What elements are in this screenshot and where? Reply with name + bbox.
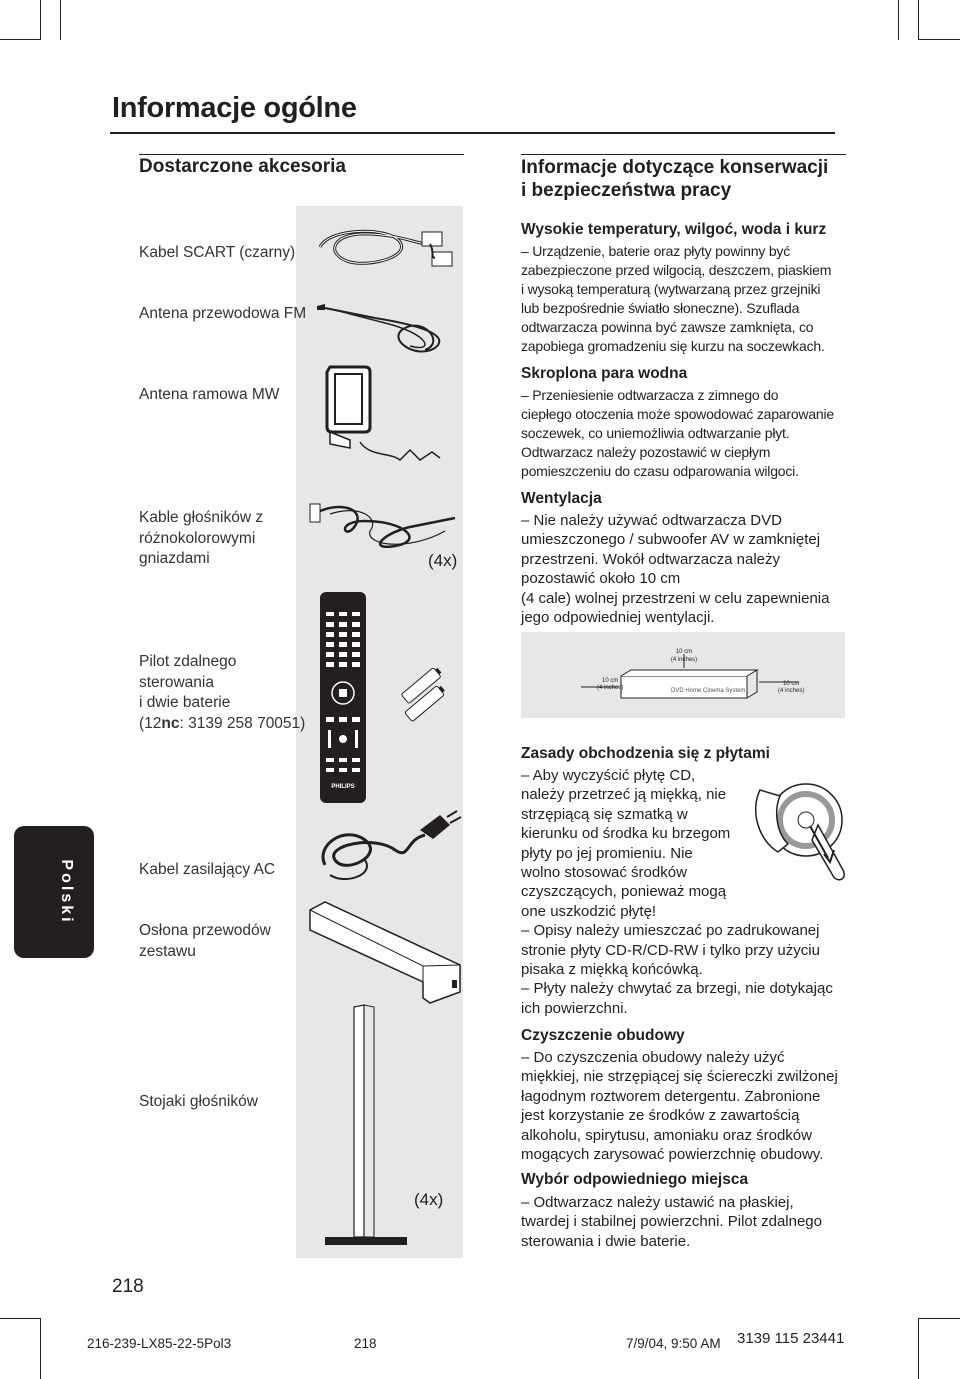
vent-left-in: (4 inches) [597, 685, 624, 691]
disc-cleaning-illustration [748, 770, 858, 885]
scart-cable-illustration [310, 222, 460, 282]
footer-code: 3139 115 23441 [737, 1330, 845, 1347]
accessory-ac-cable: Kabel zasilający AC [139, 861, 276, 878]
accessory-speaker-cables: Kable głośników z różnokolorowymi gniazdami [139, 509, 264, 567]
remote-control-illustration [318, 590, 368, 805]
crop-mark [898, 0, 899, 40]
vent-left-cm: 10 cm [602, 678, 619, 684]
section-body-cleaning: – Do czyszczenia obudowy należy użyć miękkiej, nie strzępiącej się ściereczki zwilżonej łagodnym roztworem detergentu. Zabronione jest korzystanie ze środków z zawartością alkoholu, spirytusu, amoniaku oraz środków mogących zarysować powierzchnię obudowy. [521, 1049, 838, 1164]
section-title-placement: Wybór odpowiedniego miejsca [521, 1171, 749, 1188]
accessory-mw-antenna: Antena ramowa MW [139, 386, 280, 403]
section-rule [521, 154, 846, 155]
speaker-cables-illustration [305, 496, 465, 566]
section-rule [139, 154, 464, 155]
page-title: Informacje ogólne [112, 92, 357, 124]
speaker-cables-count: (4x) [428, 551, 458, 570]
accessory-speaker-stands: Stojaki głośników [139, 1093, 258, 1110]
ventilation-diagram [521, 632, 845, 718]
vent-top-cm: 10 cm [675, 649, 693, 655]
crop-mark [0, 1318, 41, 1319]
vent-device-label: DVD Home Cinema System [671, 688, 746, 694]
vent-right-in: (4 inches) [778, 688, 805, 694]
section-body-heat: – Urządzenie, baterie oraz płyty powinny być zabezpieczone przed wilgocią, deszczem, piaskiem i wysoką temperaturą (wytwarzaną przez grzejniki lub bezpośrednie światło słoneczne). Szuflada odtwarzacza powinna być zawsze zamknięta, co zapobiega gromadzeniu się kurzu na soczewkach. [521, 243, 832, 354]
crop-mark [918, 1318, 960, 1319]
footer-page: 218 [354, 1336, 377, 1351]
ac-cable-illustration [315, 805, 465, 895]
section-title-heat: Wysokie temperatury, wilgoć, woda i kurz [521, 221, 827, 238]
crop-mark [40, 1318, 41, 1379]
section-title-condensation: Skroplona para wodna [521, 365, 688, 382]
section-title-discs: Zasady obchodzenia się z płytami [521, 745, 770, 762]
stands-count: (4x) [414, 1190, 444, 1209]
vent-right-cm: 10 cm [783, 681, 800, 687]
accessory-cable-cover: Osłona przewodów zestawu [139, 922, 271, 960]
section-body-discs: – Aby wyczyścić płytę CD, należy przetrzeć ją miękką, nie strzępiącą się szmatką w kierunku od środka ku brzegom płyty po jej promieniu. Nie wolno stosować środków czyszczących, ponieważ mogą one uszkodzić płytę! – Opisy należy umieszczać po zadrukowanej stronie płyty CD-R/CD-RW i tylko przy użyciu pisaka z miękką końcówką. – Płyty należy chwytać za brzegi, nie dotykając ich powierzchni. [521, 767, 833, 1017]
section-title-ventilation: Wentylacja [521, 490, 602, 507]
section-body-placement: – Odtwarzacz należy ustawić na płaskiej, twardej i stabilnej powierzchni. Pilot zdalnego sterowania i dwie baterie. [521, 1194, 822, 1250]
accessory-remote: Pilot zdalnego sterowania i dwie baterie (12nc: 3139 258 70051) [139, 653, 306, 732]
mw-antenna-illustration [320, 362, 450, 472]
crop-mark [918, 39, 960, 40]
footer-date: 7/9/04, 9:50 AM [626, 1336, 721, 1351]
speaker-stand-illustration [322, 1005, 412, 1250]
crop-mark [918, 0, 919, 40]
section-body-ventilation: – Nie należy używać odtwarzacza DVD umieszczonego / subwoofer AV w zamkniętej przestrzeni. Wokół odtwarzacza należy pozostawić około 10 cm (4 cale) wolnej przestrzeni w celu zapewnienia jego odpowiedniej wentylacji. [521, 512, 830, 627]
safety-heading: Informacje dotyczące konserwacji i bezpieczeństwa pracy [521, 157, 829, 201]
section-title-cleaning: Czyszczenie obudowy [521, 1027, 685, 1044]
crop-mark [918, 1318, 919, 1379]
accessory-fm-antenna: Antena przewodowa FM [139, 305, 307, 322]
crop-mark [40, 0, 41, 40]
section-body-condensation: – Przeniesienie odtwarzacza z zimnego do ciepłego otoczenia może spowodować zaparowanie soczewek, co uniemożliwia odtwarzanie płyt. Odtwarzacz należy pozostawić w ciepłym pomieszczeniu do czasu odparowania wilgoci. [521, 387, 834, 479]
page-number: 218 [112, 1276, 144, 1297]
accessory-scart-cable: Kabel SCART (czarny) [139, 244, 296, 261]
crop-mark [60, 0, 61, 40]
title-rule [110, 132, 835, 134]
batteries-illustration [395, 668, 455, 728]
remote-brand-label: PHILIPS [331, 784, 355, 790]
vent-top-in: (4 inches) [670, 657, 698, 663]
language-tab: Polski [14, 826, 94, 958]
cable-cover-illustration [305, 900, 465, 1005]
accessories-heading: Dostarczone akcesoria [139, 156, 346, 177]
footer-file: 216-239-LX85-22-5Pol3 [87, 1336, 232, 1351]
crop-mark [0, 39, 41, 40]
fm-antenna-illustration [315, 298, 455, 363]
